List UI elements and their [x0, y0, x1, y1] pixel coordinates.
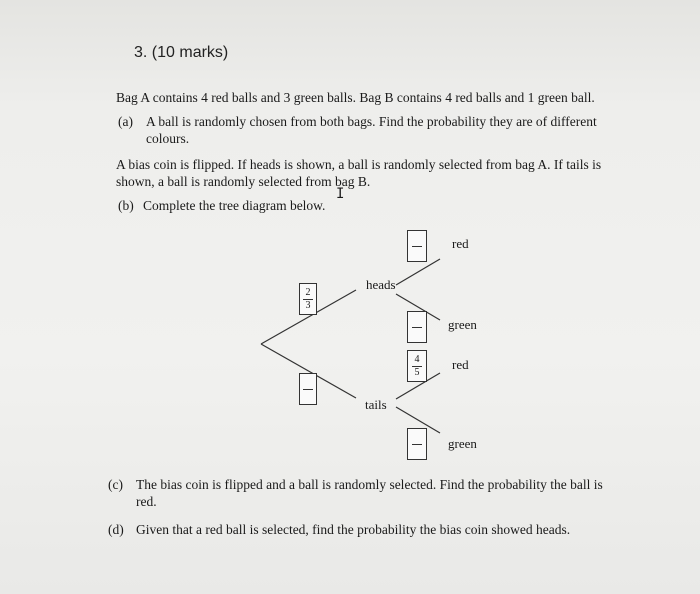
tails-green-probability-box[interactable]	[407, 428, 427, 460]
tails-probability-box[interactable]	[299, 373, 317, 405]
fraction-bar	[412, 444, 423, 445]
question-header: 3. (10 marks)	[134, 44, 229, 61]
fraction-bar	[412, 327, 423, 328]
part-c-line1: The bias coin is flipped and a ball is randomly selected. Find the probability the ball is	[136, 477, 603, 492]
tails-red-denominator: 5	[414, 366, 420, 378]
heads-red-probability-box[interactable]	[407, 230, 427, 262]
heads-red-branch	[396, 259, 440, 285]
tails-red-label: red	[452, 357, 469, 372]
part-b-label: (b)	[118, 198, 134, 213]
heads-prob-denominator: 3	[305, 299, 311, 311]
heads-green-probability-box[interactable]	[407, 311, 427, 343]
tails-label: tails	[365, 397, 387, 412]
part-a-label: (a)	[118, 114, 133, 129]
fraction-bar	[303, 389, 313, 390]
bag-intro-text: Bag A contains 4 red balls and 3 green balls. Bag B contains 4 red balls and 1 green ball.	[116, 90, 595, 105]
tails-red-numerator: 4	[414, 353, 420, 365]
part-d-label: (d)	[108, 522, 124, 537]
coin-text-line2: shown, a ball is randomly selected from bag B.	[116, 174, 371, 189]
heads-probability-box[interactable]	[299, 283, 317, 315]
part-c-label: (c)	[108, 477, 123, 492]
part-b-text: Complete the tree diagram below.	[143, 198, 326, 213]
heads-red-label: red	[452, 236, 469, 251]
part-a-line2: colours.	[146, 131, 190, 146]
tails-green-label: green	[448, 436, 477, 451]
part-a-line1: A ball is randomly chosen from both bags. Find the probability they are of different	[146, 114, 597, 129]
coin-text-line1: A bias coin is flipped. If heads is shown, a ball is randomly selected from bag A. If tails is	[116, 157, 602, 172]
part-d-text: Given that a red ball is selected, find the probability the bias coin showed heads.	[136, 522, 571, 537]
text-cursor-icon: I	[336, 186, 345, 202]
fraction-bar	[412, 246, 423, 247]
part-c-line2: red.	[136, 494, 157, 509]
heads-label: heads	[366, 277, 396, 292]
tails-red-probability-box[interactable]	[407, 350, 427, 382]
heads-prob-numerator: 2	[305, 286, 311, 298]
heads-green-label: green	[448, 317, 477, 332]
